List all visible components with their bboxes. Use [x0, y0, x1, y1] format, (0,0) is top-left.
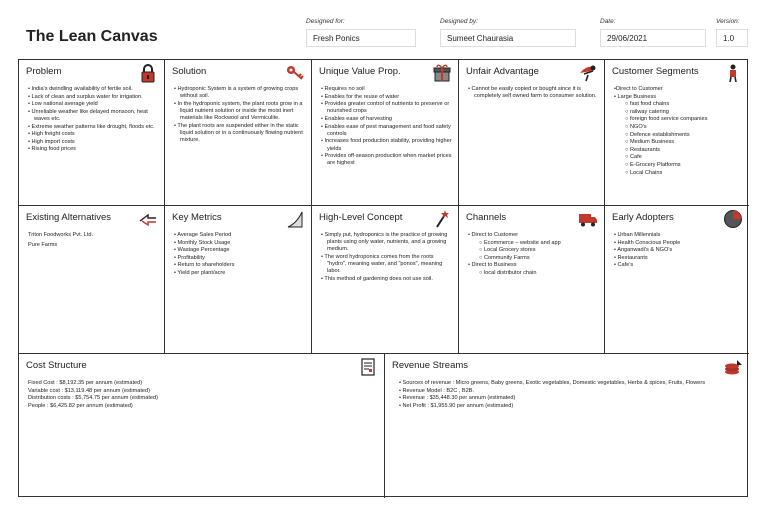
gift-icon: [432, 63, 452, 83]
uvp-title: Unique Value Prop.: [319, 66, 401, 77]
costs-list: [28, 380, 378, 410]
list-item: ○ Local Grocery stores: [468, 247, 598, 254]
problem-title: Problem: [26, 66, 62, 77]
adopters-block: [605, 206, 749, 354]
version-field[interactable]: 1.0: [716, 29, 748, 47]
list-item: Distribution costs : $5,754.75 per annum (estimated): [28, 395, 158, 402]
list-item: Fixed Cost : $8,192.35 per annum (estimated): [28, 380, 143, 386]
list-item: • Sources of revenue : Micro greens, Baby greens, Exotic vegetables, Domestic vegetables, Herbs & spices, Fruits, Flowers: [399, 380, 743, 387]
list-item: ○ Restaurants: [614, 147, 743, 154]
list-item: ○ Community Farms: [468, 255, 598, 262]
list-item: • Net Profit : $1,955.90 per annum (estimated): [399, 403, 743, 410]
solution-block: [165, 60, 312, 206]
list-item: • Profitability: [174, 255, 305, 262]
list-item: • Provides off-season production when market prices are highest: [321, 153, 452, 167]
metrics-block: [165, 206, 312, 354]
arrows-icon: [138, 209, 158, 229]
designed-by-label: Designed by:: [440, 18, 478, 25]
date-field[interactable]: 29/06/2021: [600, 29, 706, 47]
list-item: • Extreme weather patterns like drought, floods etc.: [28, 124, 158, 131]
list-item: ○ E-Grocery Platforms: [614, 162, 743, 169]
revenue-list: [399, 380, 743, 410]
list-item: • High freight costs: [28, 131, 158, 138]
list-item: • High import costs: [28, 139, 158, 146]
list-item: • Low national average yield: [28, 101, 158, 108]
list-item: • Provides greater control of nutrients to preserve or nourished crops: [321, 101, 452, 115]
list-item: ○ Defence establishments: [614, 132, 743, 139]
list-item: • Hydroponic System is a system of growing crops without soil.: [174, 86, 305, 100]
list-item: • This method of gardening does not use soil.: [321, 276, 452, 283]
list-item: • Revenue : $35,448.30 per annum (estimated): [399, 395, 743, 402]
key-icon: [285, 63, 305, 83]
list-item: ○ Ecommerce – website and app: [468, 240, 598, 247]
list-item: Pure Farms: [28, 242, 58, 249]
segments-list: [614, 86, 743, 177]
uvp-block: [312, 60, 459, 206]
list-item: • In the hydroponic system, the plant roots grow in a liquid nutrient solution or inside the moist inert materials like Rockwool and Vermiculite.: [174, 101, 305, 123]
list-item: • Monthly Stock Usage: [174, 240, 305, 247]
list-item: ○ NGO's: [614, 124, 743, 131]
list-item: • Enables ease of harvesting: [321, 116, 452, 123]
truck-icon: [578, 209, 598, 229]
segments-block: [605, 60, 749, 206]
list-item: • Rising food prices: [28, 146, 158, 153]
pie-icon: [723, 209, 743, 229]
receipt-icon: [358, 357, 378, 377]
list-item: People : $6,425.82 per annum (estimated): [28, 402, 133, 409]
list-item: ○ foreign food service companies: [614, 116, 743, 123]
list-item: • Large Business: [614, 94, 743, 101]
canvas-title: The Lean Canvas: [26, 28, 158, 45]
solution-title: Solution: [172, 66, 207, 77]
designed-for-field[interactable]: Fresh Ponics: [306, 29, 416, 47]
solution-list: [174, 86, 305, 145]
list-item: • Urban Millennials: [614, 232, 743, 239]
list-item: ○ local distributor chain: [468, 270, 598, 277]
list-item: • Direct to Customer: [468, 232, 598, 239]
list-item: • Unreliable weather like delayed monsoon, heat waves etc.: [28, 109, 158, 123]
list-item: • Lack of clean and surplus water for irrigation.: [28, 94, 158, 101]
list-item: • Cafe's: [614, 262, 743, 269]
lean-canvas-grid: [18, 59, 748, 497]
list-item: ○ Local Chains: [614, 170, 743, 177]
list-item: • Average Sales Period: [174, 232, 305, 239]
list-item: • Restaurants: [614, 255, 743, 262]
unfair-list: [468, 86, 598, 101]
problem-list: [28, 86, 158, 154]
list-item: • India's dwindling availability of fertile soil.: [28, 86, 158, 93]
alternatives-block: [19, 206, 165, 354]
list-item: • Wastage Percentage: [174, 247, 305, 254]
list-item: Variable cost : $13,119.48 per annum (estimated): [28, 387, 150, 394]
list-item: • Revenue Model : B2C , B2B.: [399, 388, 743, 395]
person-icon: [723, 63, 743, 83]
costs-title: Cost Structure: [26, 360, 87, 371]
channels-list: [468, 232, 598, 278]
designed-by-field[interactable]: Sumeet Chaurasia: [440, 29, 576, 47]
lock-icon: [138, 63, 158, 83]
unfair-title: Unfair Advantage: [466, 66, 539, 77]
superhero-icon: [578, 63, 598, 83]
list-item: ○ fast food chains: [614, 101, 743, 108]
segments-title: Customer Segments: [612, 66, 699, 77]
adopters-list: [614, 232, 743, 270]
uvp-list: [321, 86, 452, 168]
version-label: Version:: [716, 18, 740, 25]
list-item: ○ Medium Business: [614, 139, 743, 146]
channels-block: [459, 206, 605, 354]
costs-block: [19, 354, 385, 498]
list-item: • The plant roots are suspended either in the static liquid solution or in a continuously flowing nutrient mixture.: [174, 123, 305, 145]
metrics-list: [174, 232, 305, 278]
problem-block: [19, 60, 165, 206]
channels-title: Channels: [466, 212, 507, 223]
list-item: • Return to shareholders: [174, 262, 305, 269]
list-item: • Enables ease of pest management and food safety controls: [321, 124, 452, 138]
alternatives-title: Existing Alternatives: [26, 212, 112, 223]
list-item: ○ railway catering: [614, 109, 743, 116]
concept-block: [312, 206, 459, 354]
designed-for-label: Designed for:: [306, 18, 345, 25]
list-item: • Health Conscious People: [614, 240, 743, 247]
list-item: • Direct to Business: [468, 262, 598, 269]
list-item: •Direct to Customer: [614, 86, 663, 92]
list-item: • The word hydroponics comes from the roots "hydro", meaning water, and "ponos", meaning labor.: [321, 254, 452, 276]
unfair-block: [459, 60, 605, 206]
list-item: • Anganwadi's & NGO's: [614, 247, 743, 254]
list-item: • Increases food production stability, providing higher yields: [321, 138, 452, 152]
revenue-title: Revenue Streams: [392, 360, 469, 371]
list-item: ○ Cafe: [614, 154, 743, 161]
adopters-title: Early Adopters: [612, 212, 674, 223]
date-label: Date:: [600, 18, 616, 25]
wand-icon: [432, 209, 452, 229]
list-item: • Enables for the reuse of water: [321, 94, 452, 101]
concept-list: [321, 232, 452, 284]
metrics-title: Key Metrics: [172, 212, 222, 223]
list-item: Triton Foodworks Pvt. Ltd.: [28, 232, 94, 238]
list-item: • Cannot be easily copied or bought since it is completely self owned farm to consumer solution.: [468, 86, 598, 100]
revenue-block: [385, 354, 749, 498]
list-item: • Requires no soil: [321, 86, 452, 93]
alternatives-list: [28, 232, 158, 250]
money-icon: [723, 357, 743, 377]
chart-icon: [285, 209, 305, 229]
list-item: • Simply put, hydroponics is the practice of growing plants using only water, nutrients, and a growing medium.: [321, 232, 452, 254]
concept-title: High-Level Concept: [319, 212, 403, 223]
list-item: • Yield per plant/acre: [174, 270, 305, 277]
